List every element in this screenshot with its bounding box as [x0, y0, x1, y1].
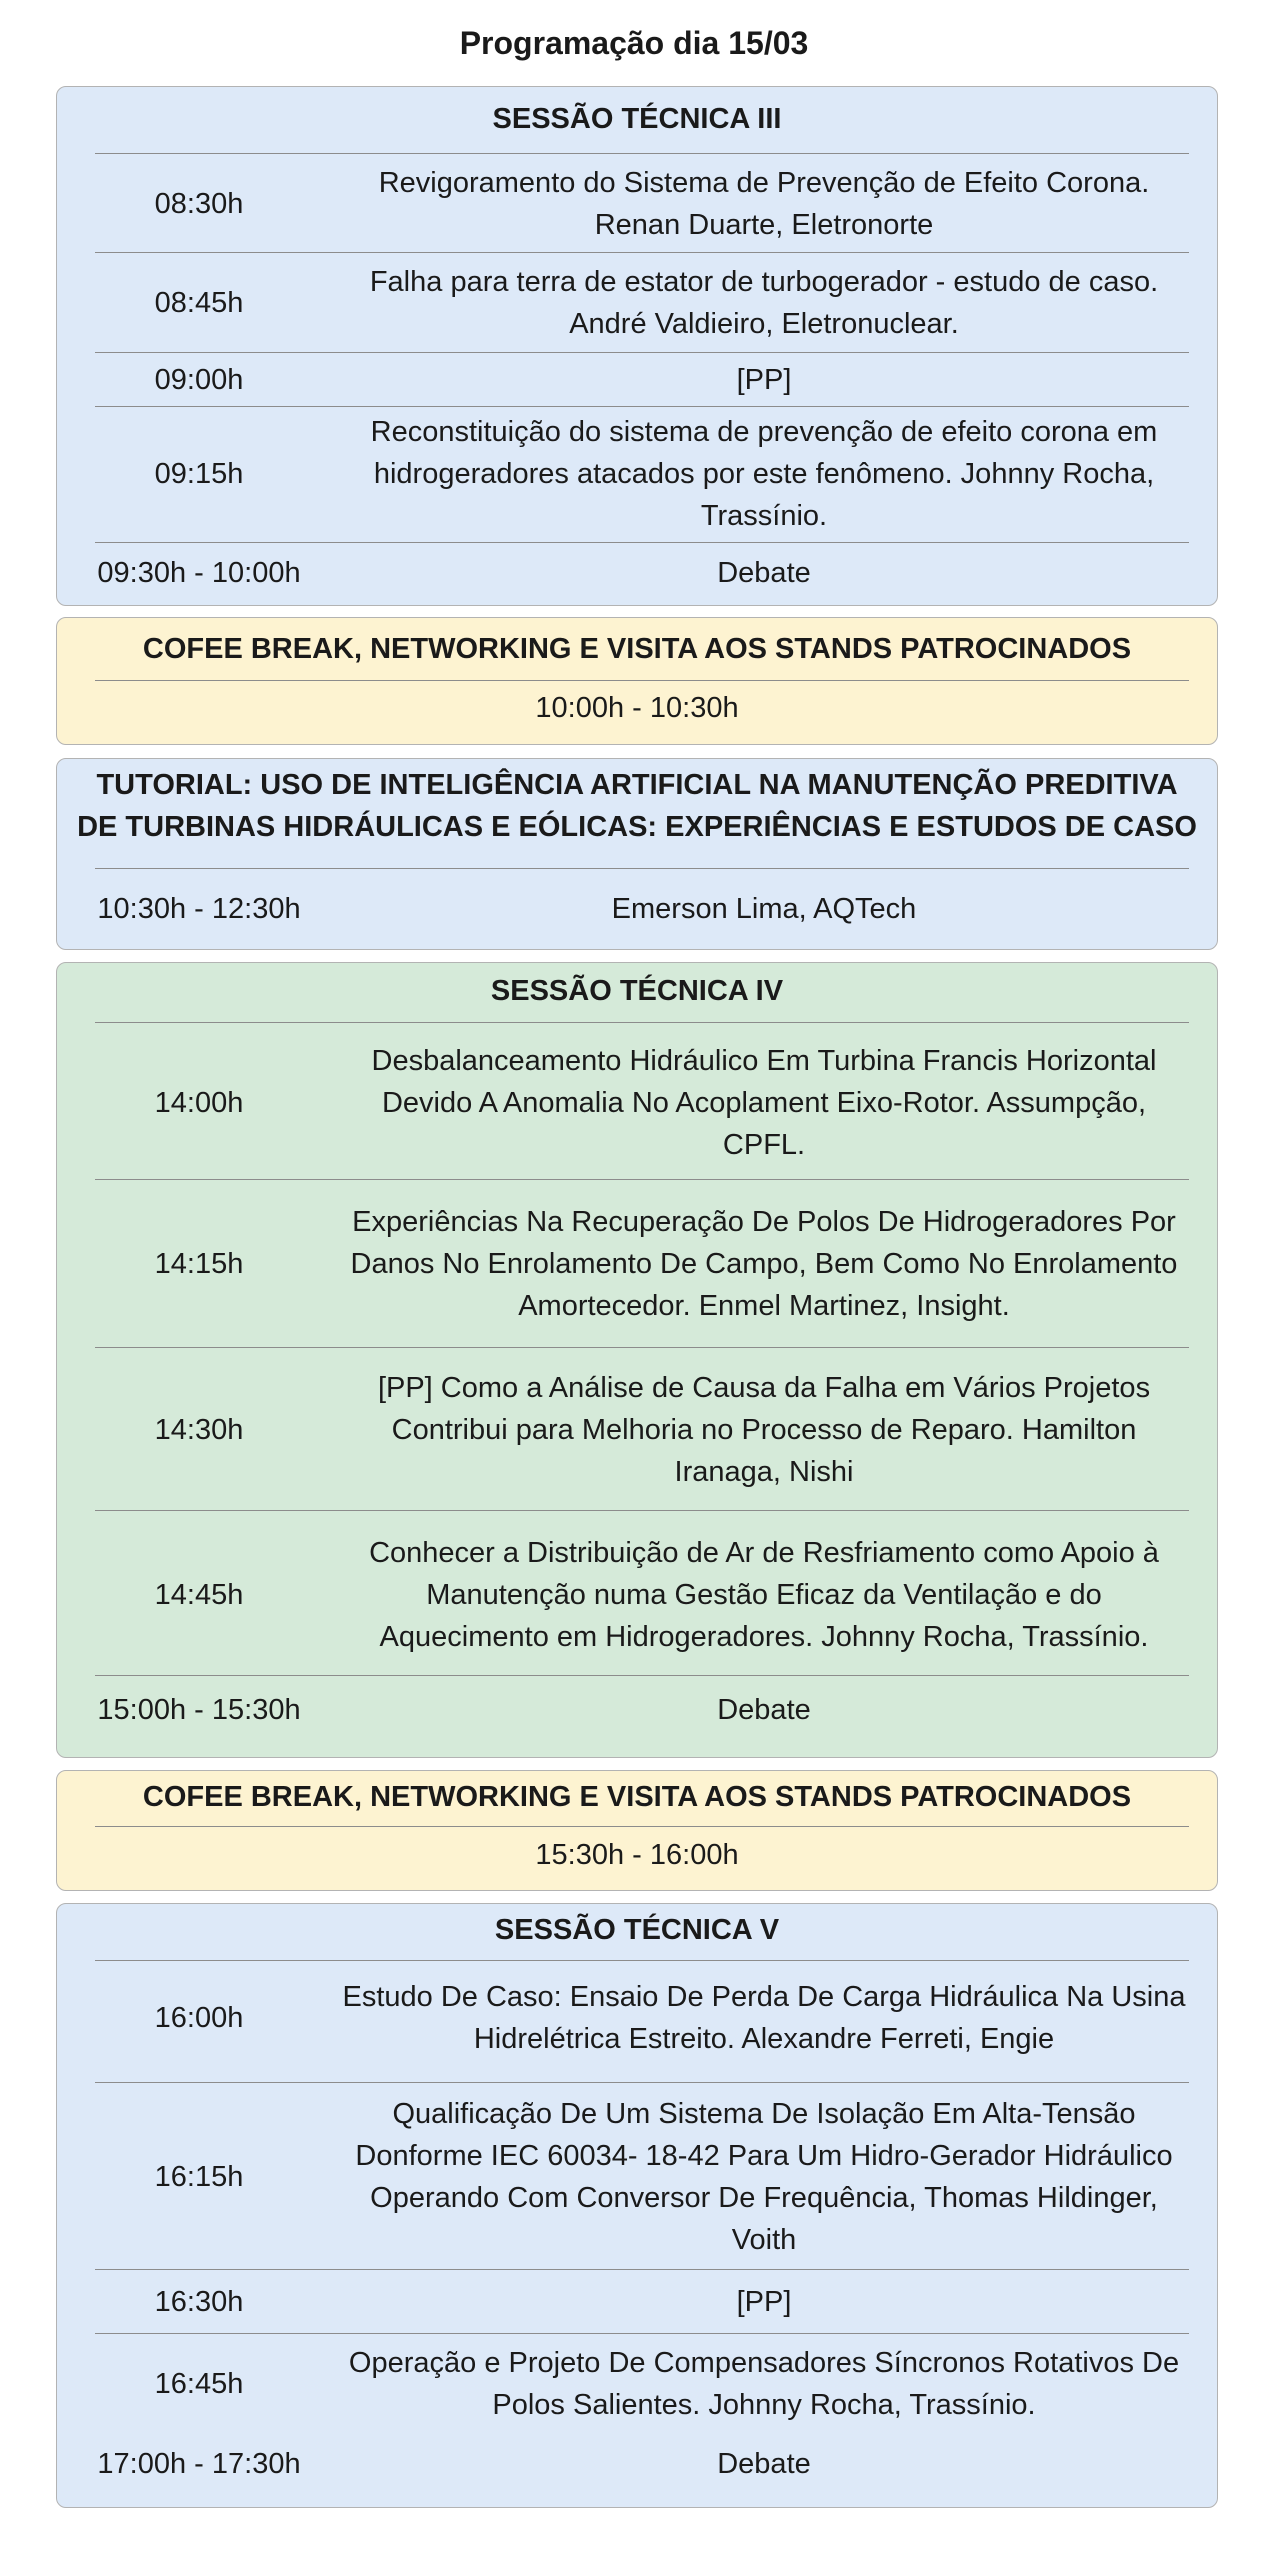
- divider: [95, 1347, 1189, 1348]
- session-3-card: [56, 86, 1218, 606]
- row-description: Revigoramento do Sistema de Prevenção de Efeito Corona. Renan Duarte, Eletronorte: [378, 167, 1150, 241]
- divider: [95, 1179, 1189, 1180]
- row-description: Desbalanceamento Hidráulico Em Turbina Francis Horizontal Devido A Anomalia No Acoplament Eixo-Rotor. Assumpção, CPFL.: [371, 1045, 1157, 1161]
- row-time: 14:45h: [154, 1579, 244, 1611]
- row-description: [PP]: [736, 364, 792, 396]
- schedule-row: [57, 545, 1217, 601]
- divider: [95, 680, 1189, 681]
- break-title: COFEE BREAK, NETWORKING E VISITA AOS STANDS PATROCINADOS: [142, 633, 1132, 665]
- session-title: SESSÃO TÉCNICA III: [492, 103, 782, 135]
- schedule-row: [57, 1964, 1217, 2072]
- divider: [95, 352, 1189, 353]
- row-description: Reconstituição do sistema de prevenção de efeito corona em hidrogeradores atacados por este fenômeno. Johnny Rocha, Trassínio.: [370, 416, 1158, 532]
- divider: [95, 2269, 1189, 2270]
- divider: [95, 1675, 1189, 1676]
- row-time: 16:30h: [154, 2286, 244, 2318]
- divider: [95, 252, 1189, 253]
- row-description: Debate: [717, 1694, 811, 1726]
- schedule-row: [57, 2336, 1217, 2432]
- session-4-card: [56, 962, 1218, 1758]
- row-description: Falha para terra de estator de turbogerador - estudo de caso. André Valdieiro, Eletronuclear.: [369, 266, 1159, 340]
- row-time: 14:30h: [154, 1414, 244, 1446]
- row-description: Conhecer a Distribuição de Ar de Resfriamento como Apoio à Manutenção numa Gestão Eficaz da Ventilação e do Aquecimento em Hidrogeradores. Johnny Rocha, Trassínio.: [369, 1537, 1159, 1653]
- schedule-row: [57, 1350, 1217, 1510]
- tutorial-title: TUTORIAL: USO DE INTELIGÊNCIA ARTIFICIAL NA MANUTENÇÃO PREDITIVA DE TURBINAS HIDRÁULICAS E EÓLICAS: EXPERIÊNCIAS E ESTUDOS DE CASO: [77, 769, 1197, 843]
- row-time: 16:45h: [154, 2368, 244, 2400]
- schedule-row: [57, 1182, 1217, 1346]
- schedule-row: [57, 2272, 1217, 2332]
- row-description: Debate: [717, 2448, 811, 2480]
- divider: [95, 406, 1189, 407]
- divider: [95, 868, 1189, 869]
- session-title: SESSÃO TÉCNICA V: [494, 1914, 780, 1946]
- schedule-row: [57, 1025, 1217, 1181]
- schedule-row: [57, 409, 1217, 539]
- coffee-break-card: [56, 1770, 1218, 1891]
- row-time: 09:15h: [154, 458, 244, 490]
- session-title: SESSÃO TÉCNICA IV: [490, 975, 784, 1007]
- row-time: 14:00h: [154, 1087, 244, 1119]
- divider: [95, 542, 1189, 543]
- divider: [95, 1960, 1189, 1961]
- row-time: 08:30h: [154, 188, 244, 220]
- row-description: [PP]: [736, 2286, 792, 2318]
- row-description: Debate: [717, 557, 811, 589]
- schedule-row: [57, 355, 1217, 405]
- schedule-row: [57, 157, 1217, 251]
- schedule-row: [57, 2434, 1217, 2494]
- row-time: 15:00h - 15:30h: [97, 1694, 301, 1726]
- row-time: 09:00h: [154, 364, 244, 396]
- row-time: 08:45h: [154, 287, 244, 319]
- break-time: 15:30h - 16:00h: [535, 1839, 739, 1871]
- tutorial-card: [56, 758, 1218, 950]
- row-time: 17:00h - 17:30h: [97, 2448, 301, 2480]
- row-time: 09:30h - 10:00h: [97, 557, 301, 589]
- divider: [95, 1022, 1189, 1023]
- row-time: 16:00h: [154, 2002, 244, 2034]
- divider: [95, 153, 1189, 154]
- row-description: [PP] Como a Análise de Causa da Falha em Vários Projetos Contribui para Melhoria no Processo de Reparo. Hamilton Iranaga, Nishi: [377, 1372, 1151, 1488]
- row-time: 16:15h: [154, 2161, 244, 2193]
- schedule-row: [57, 255, 1217, 351]
- session-5-card: [56, 1903, 1218, 2508]
- row-description: Qualificação De Um Sistema De Isolação Em Alta-Tensão Donforme IEC 60034- 18-42 Para Um Hidro-Gerador Hidráulico Operando Com Conversor De Frequência, Thomas Hildinger, Voith: [355, 2098, 1173, 2256]
- divider: [95, 2082, 1189, 2083]
- divider: [95, 1510, 1189, 1511]
- row-time: 14:15h: [154, 1248, 244, 1280]
- schedule-row: [57, 1678, 1217, 1742]
- row-time: 10:30h - 12:30h: [97, 893, 301, 925]
- schedule-row: [57, 2085, 1217, 2269]
- row-description: Operação e Projeto De Compensadores Síncronos Rotativos De Polos Salientes. Johnny Rocha, Trassínio.: [348, 2347, 1180, 2421]
- row-description: Experiências Na Recuperação De Polos De Hidrogeradores Por Danos No Enrolamento De Campo, Bem Como No Enrolamento Amortecedor. Enmel Martinez, Insight.: [350, 1206, 1178, 1322]
- coffee-break-card: [56, 617, 1218, 745]
- tutorial-speaker: Emerson Lima, AQTech: [611, 893, 917, 925]
- divider: [95, 1826, 1189, 1827]
- schedule-row: [57, 1513, 1217, 1677]
- row-description: Estudo De Caso: Ensaio De Perda De Carga Hidráulica Na Usina Hidrelétrica Estreito. Alexandre Ferreti, Engie: [342, 1981, 1186, 2055]
- break-title: COFEE BREAK, NETWORKING E VISITA AOS STANDS PATROCINADOS: [142, 1781, 1132, 1813]
- tutorial-row: [57, 879, 1217, 939]
- page-title: Programação dia 15/03: [459, 25, 809, 61]
- divider: [95, 2333, 1189, 2334]
- break-time: 10:00h - 10:30h: [535, 692, 739, 724]
